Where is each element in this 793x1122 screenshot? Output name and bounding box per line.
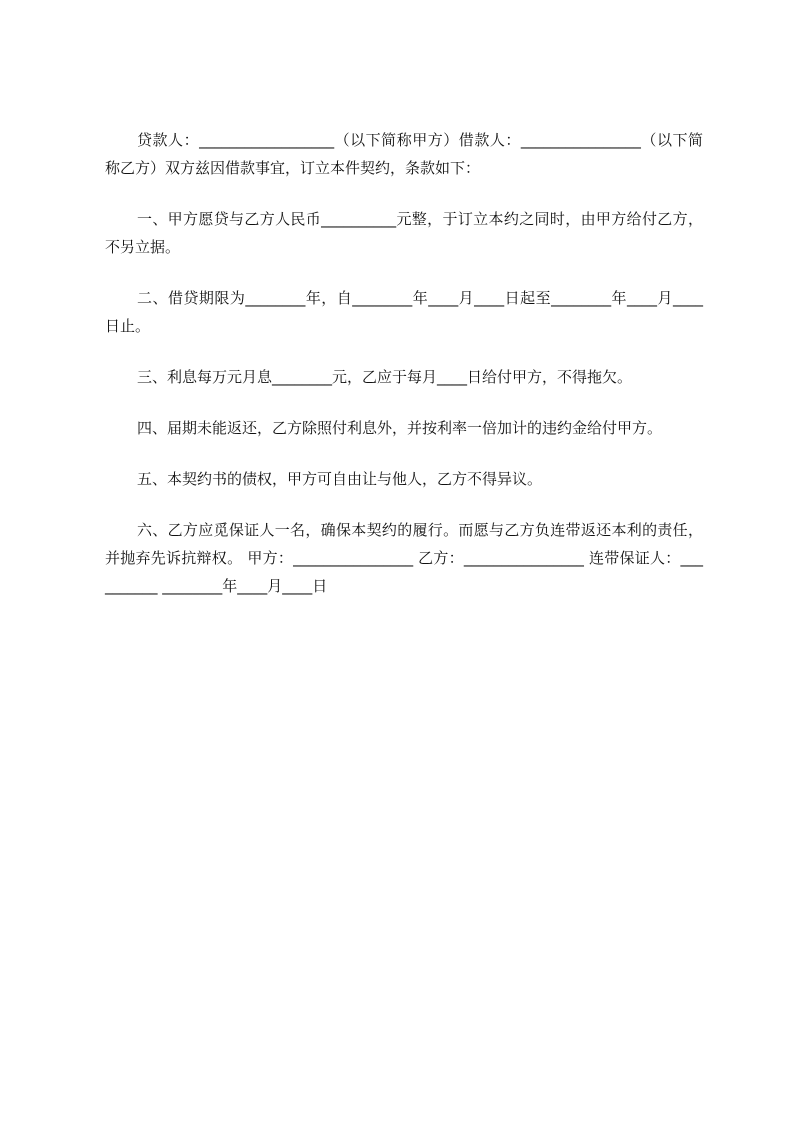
clause-6-signatures: 六、乙方应觅保证人一名，确保本契约的履行。而愿与乙方负连带返还本利的责任，并抛弃先诉抗辩权。 甲方：________________ 乙方：________________ 连带保证人：__________ ________年____月____日 [105,521,703,595]
contract-body [105,126,703,600]
intro-paragraph: 贷款人：__________________（以下简称甲方）借款人：________________（以下简称乙方）双方兹因借款事宜，订立本件契约，条款如下： [105,131,703,177]
clause-1: 一、甲方愿贷与乙方人民币__________元整，于订立本约之同时，由甲方给付乙方，不另立据。 [105,210,703,256]
clause-2: 二、借贷期限为________年，自________年____月____日起至________年____月____日止。 [105,289,703,335]
clause-3: 三、利息每万元月息________元，乙应于每月____日给付甲方，不得拖欠。 [137,368,633,386]
clause-5: 五、本契约书的债权，甲方可自由让与他人，乙方不得异议。 [137,470,543,488]
clause-4: 四、届期未能返还，乙方除照付利息外，并按利率一倍加计的违约金给付甲方。 [137,419,663,437]
